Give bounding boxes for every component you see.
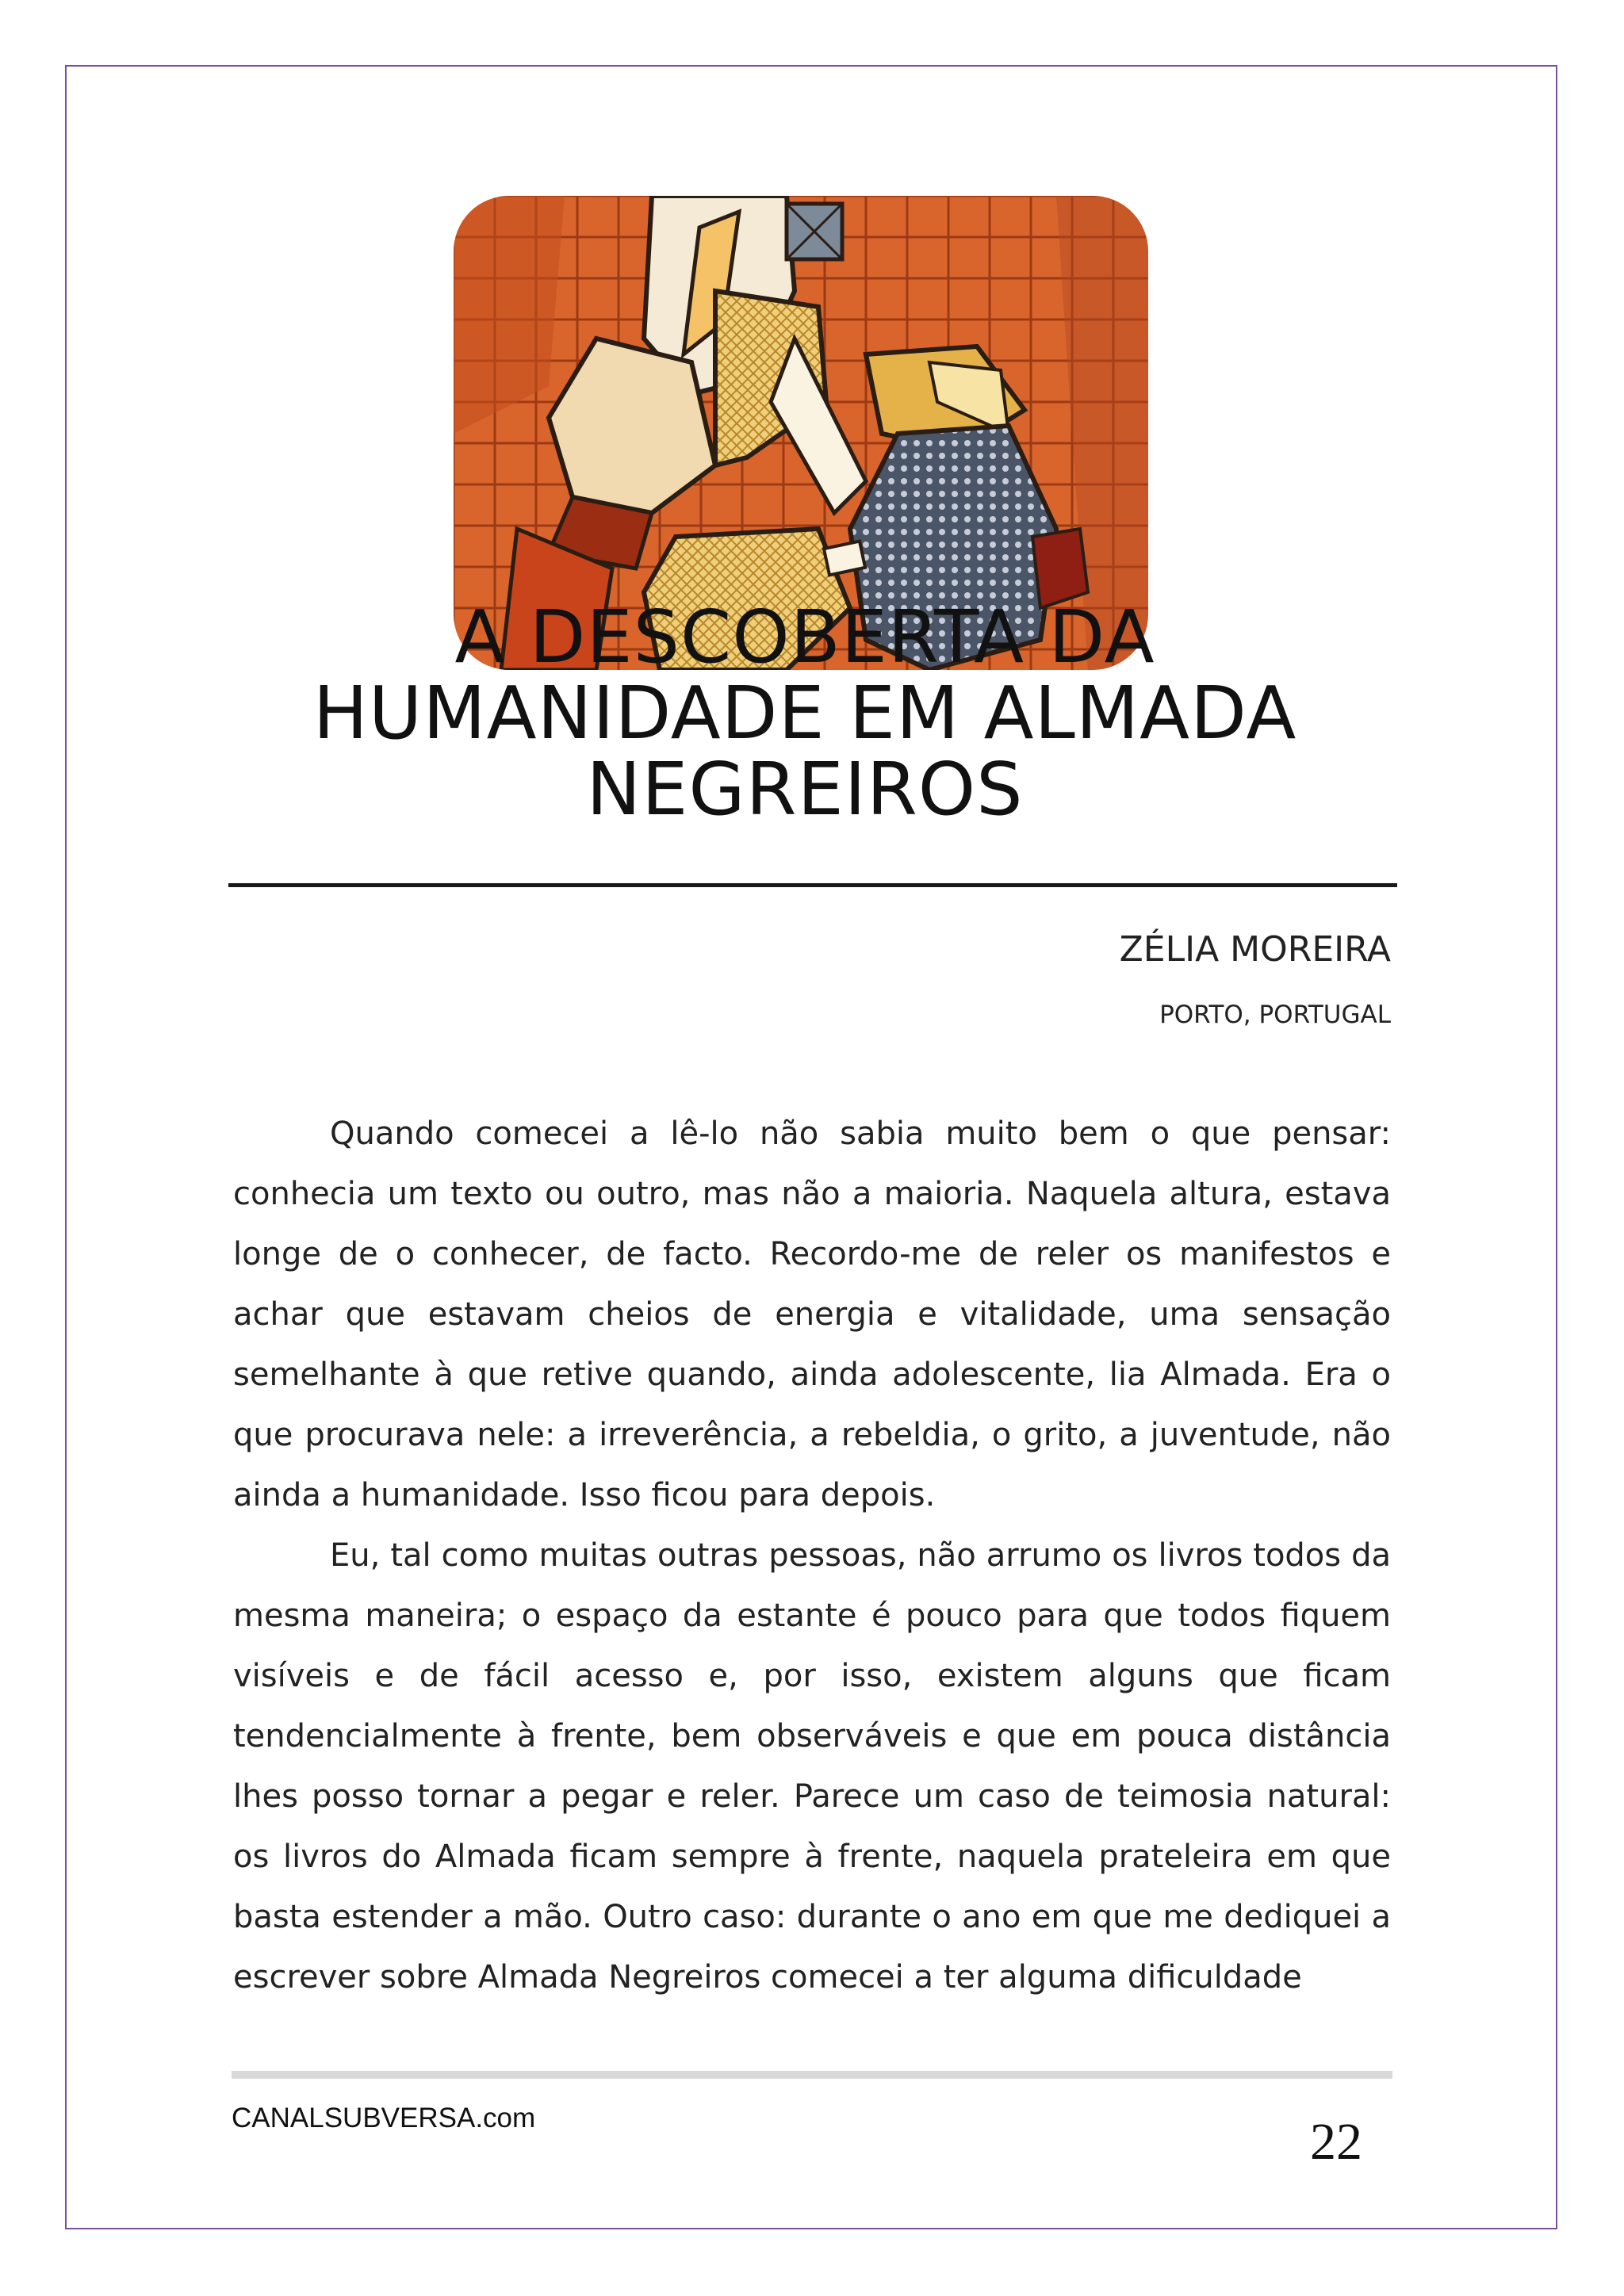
title-line-3: NEGREIROS [586, 747, 1024, 832]
title-line-2: HUMANIDADE EM ALMADA [312, 671, 1297, 756]
footer-divider [232, 2071, 1392, 2079]
paragraph: Eu, tal como muitas outras pessoas, não arrumo os livros todos da mesma maneira; o espaço da estante é pouco para que todos fiquem visíveis e de fácil acesso e, por isso, existem alguns que ficam tendencialmente à frente, bem observáveis e que em pouca distância lhes posso tornar a pegar e reler. Parece um caso de teimosia natural: os livros do Almada ficam sempre à frente, naquela prateleira em que basta estender a mão. Outro caso: durante o ano em que me dediquei a escrever sobre Almada Negreiros comecei a ter alguma dificuldade [233, 1537, 1391, 1996]
title-divider [228, 883, 1397, 887]
paragraph: Quando comecei a lê-lo não sabia muito bem o que pensar: conhecia um texto ou outro, mas não a maioria. Naquela altura, estava longe de o conhecer, de facto. Recordo-me de reler os manifestos e achar que estavam cheios de energia e vitalidade, uma sensação semelhante à que retive quando, ainda adolescente, lia Almada. Era o que procurava nele: a irreverência, a rebeldia, o grito, a juventude, não ainda a humanidade. Isso ficou para depois. [233, 1115, 1391, 1513]
article-title [230, 595, 1380, 832]
title-line-1: A DESCOBERTA DA [454, 595, 1155, 679]
author-location: PORTO, PORTUGAL [1159, 1001, 1391, 1029]
author-name: ZÉLIA MOREIRA [1119, 929, 1391, 970]
article-body [233, 1104, 1391, 2007]
footer-site-link[interactable]: CANALSUBVERSA.com [232, 2103, 536, 2133]
page-number: 22 [1310, 2113, 1362, 2171]
